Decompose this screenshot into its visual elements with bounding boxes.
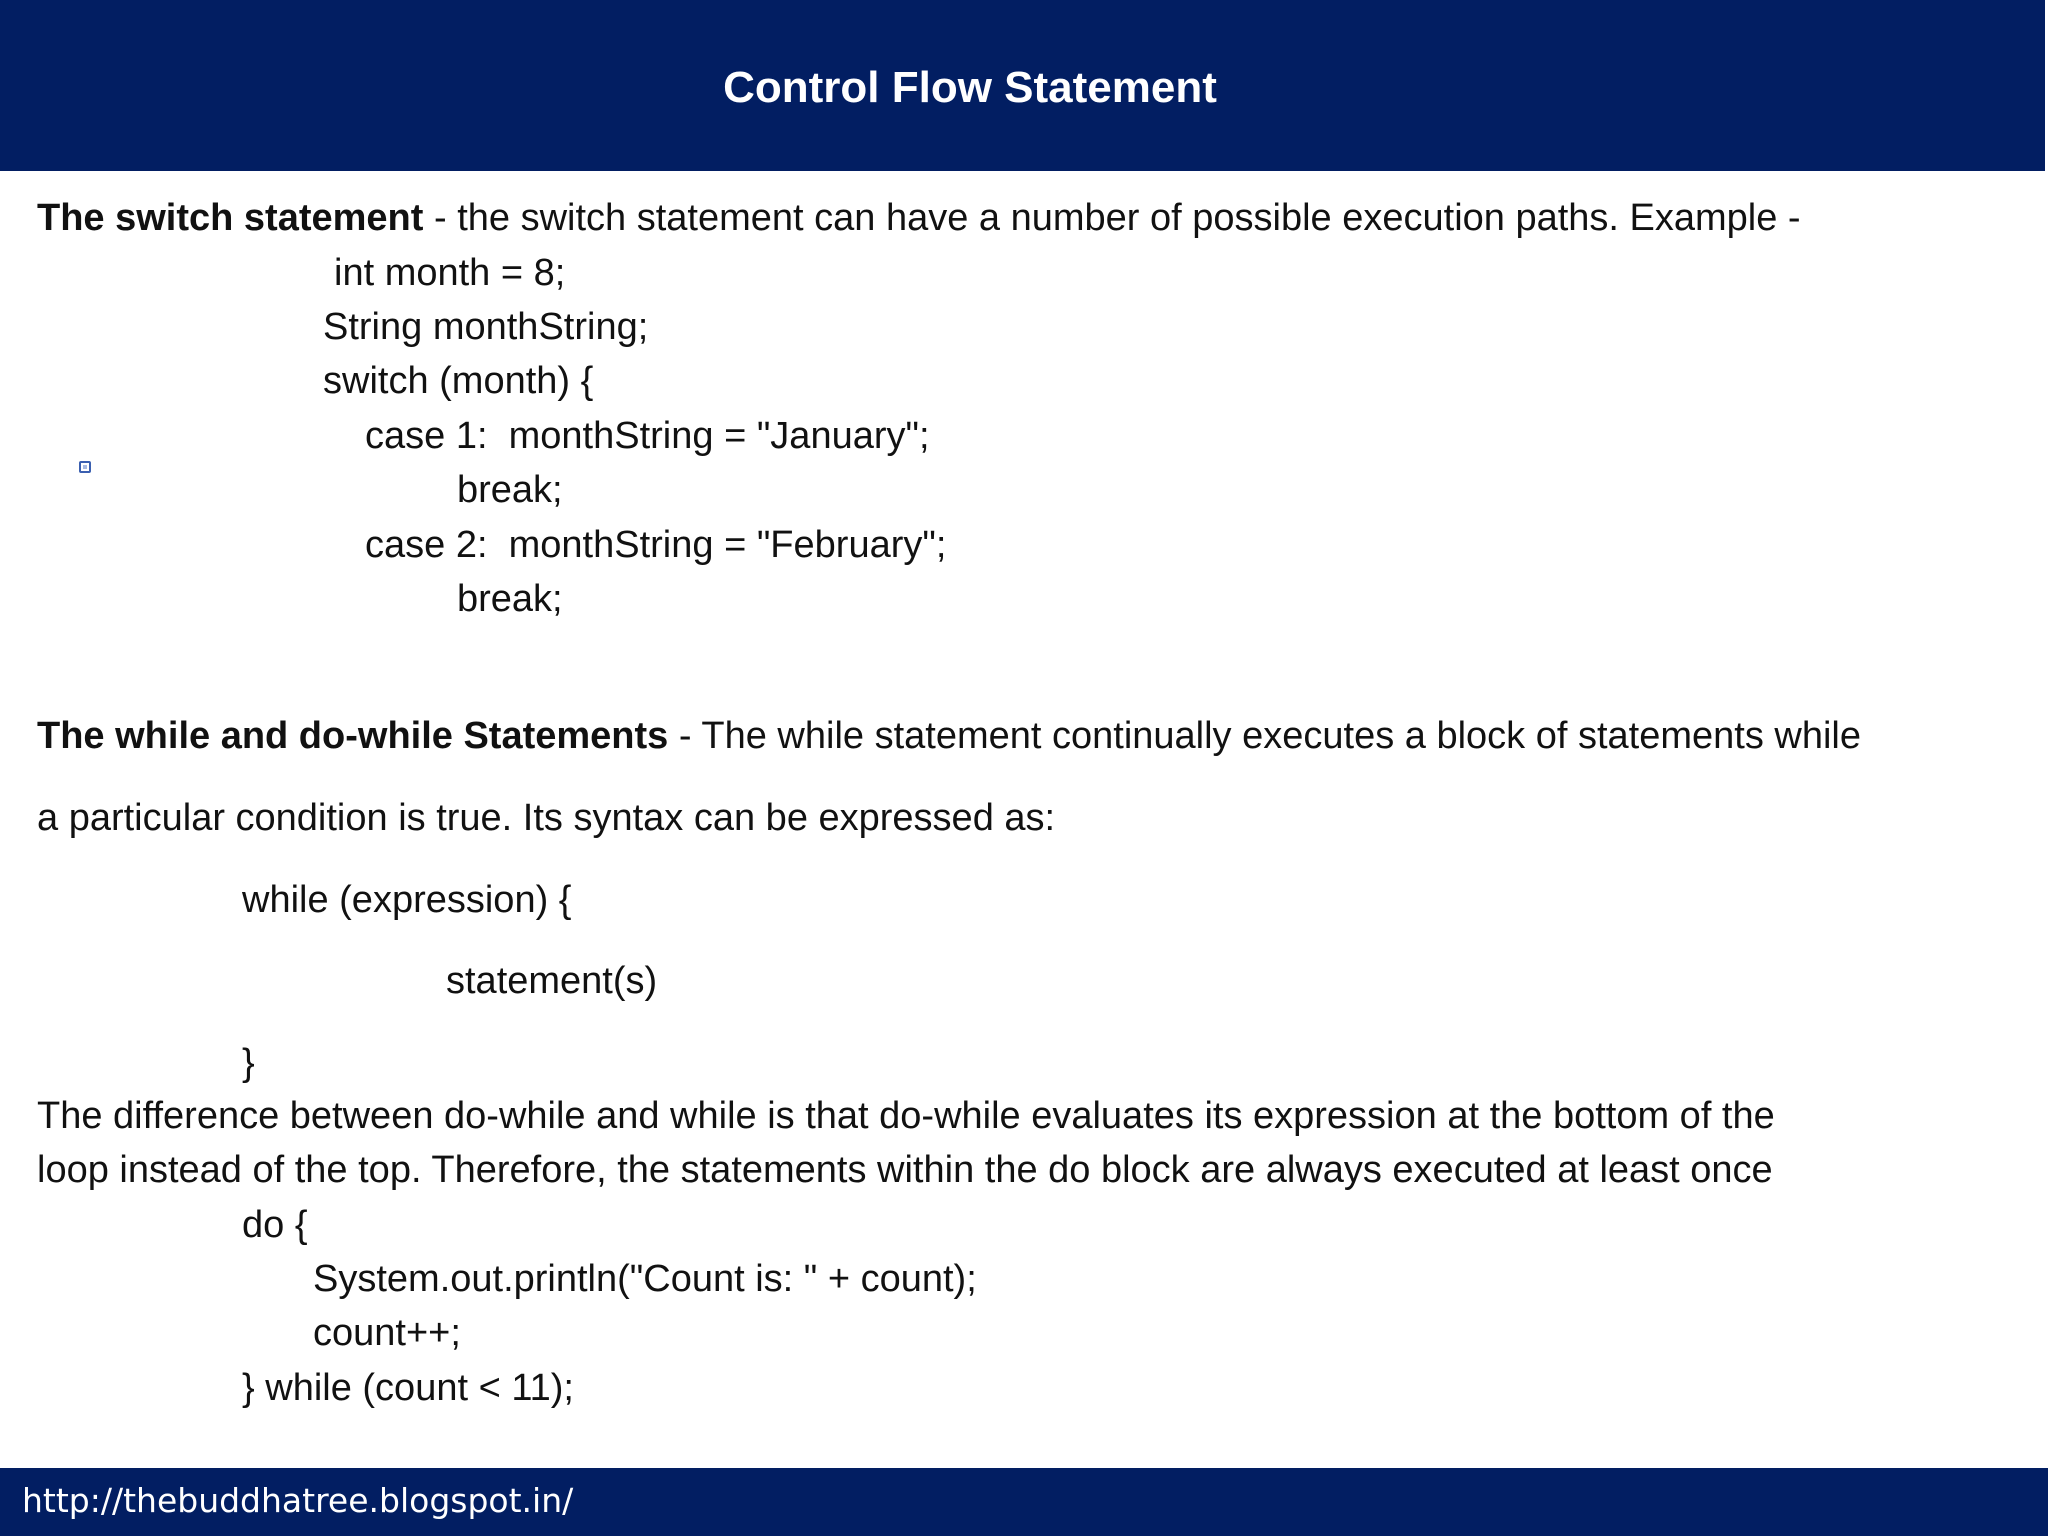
switch-heading: The switch statement (37, 197, 424, 239)
code-line: count++; (313, 1312, 461, 1354)
slide-footer (0, 1468, 2048, 1536)
code-line: int month = 8; (334, 252, 566, 294)
while-intro-line (37, 713, 1861, 759)
while-intro-line-2: a particular condition is true. Its syntax can be expressed as: (37, 797, 1056, 839)
code-line: case 1: monthString = "January"; (365, 415, 930, 457)
code-line: String monthString; (323, 306, 649, 348)
switch-intro-line (37, 195, 1801, 241)
code-line: while (expression) { (242, 879, 572, 921)
slide-header (0, 0, 2048, 171)
difference-line-2: loop instead of the top. Therefore, the statements within the do block are always executed at least once (37, 1149, 1773, 1191)
code-line: break; (457, 469, 563, 511)
code-line: switch (month) { (323, 360, 594, 402)
code-line: System.out.println("Count is: " + count); (313, 1258, 977, 1300)
footer-url: http://thebuddhatree.blogspot.in/ (22, 1481, 574, 1520)
code-line: } while (count < 11); (242, 1367, 574, 1409)
code-line: case 2: monthString = "February"; (365, 524, 947, 566)
switch-intro-text: - the switch statement can have a number of possible execution paths. Example - (423, 197, 1801, 239)
while-heading: The while and do-while Statements (37, 715, 669, 757)
slide-title: Control Flow Statement (723, 63, 1217, 112)
code-line: statement(s) (446, 960, 658, 1002)
code-line: } (242, 1042, 255, 1084)
code-line: do { (242, 1204, 308, 1246)
difference-line: The difference between do-while and while is that do-while evaluates its expression at the bottom of the (37, 1095, 1775, 1137)
while-intro-text: - The while statement continually executes a block of statements while (668, 715, 1861, 757)
slide-content (0, 171, 2048, 1468)
code-line: break; (457, 578, 563, 620)
resize-handle-icon (79, 461, 91, 473)
